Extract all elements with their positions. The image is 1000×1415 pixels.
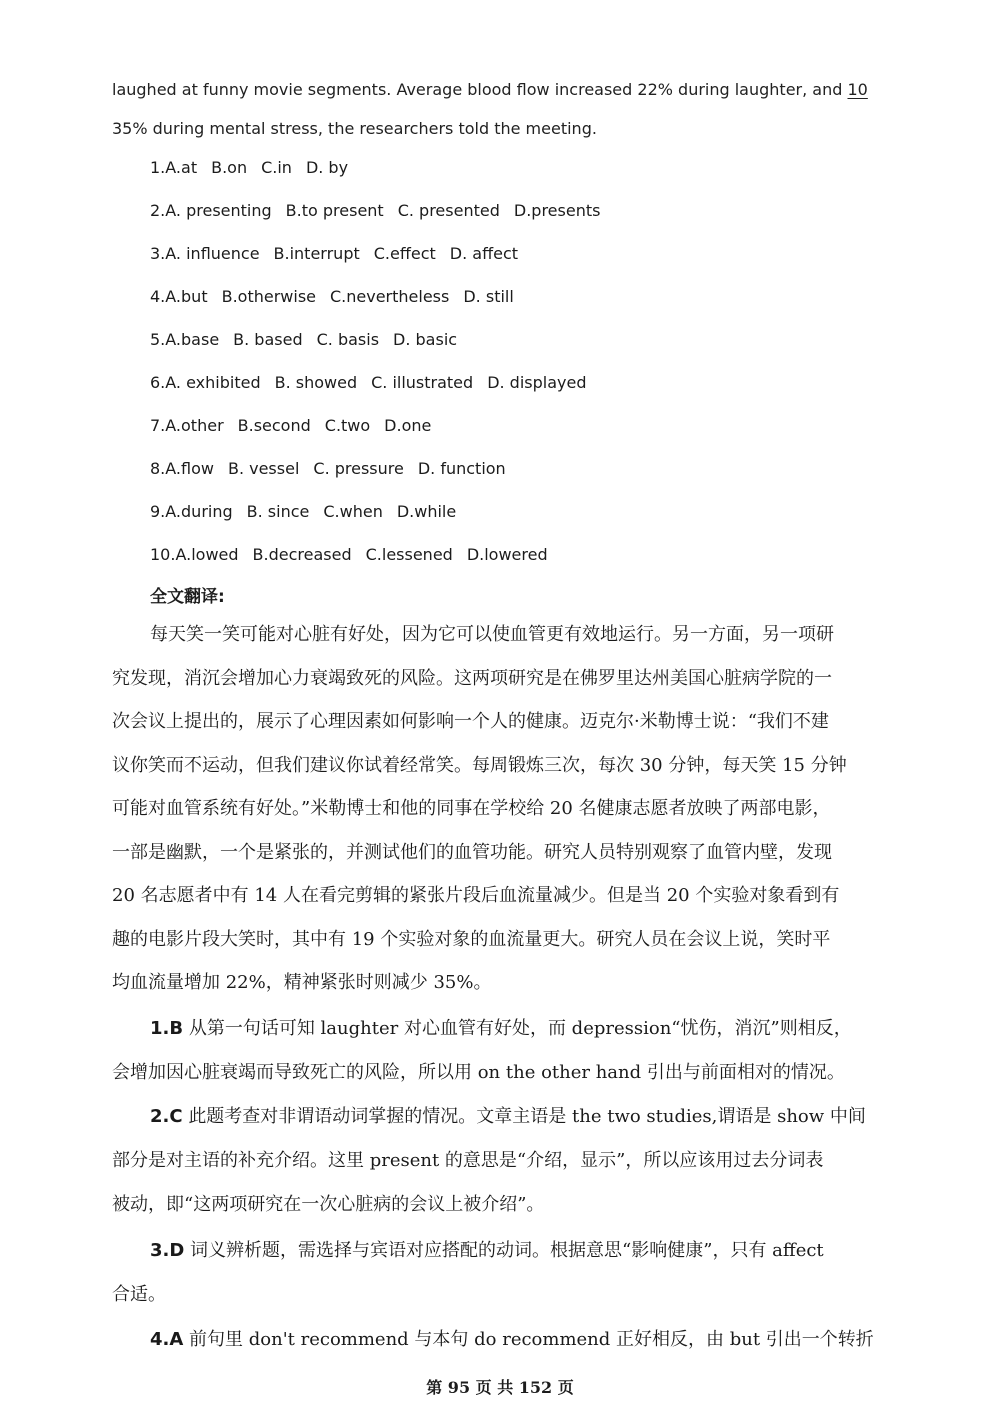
question-option: D. displayed <box>487 373 587 392</box>
explanation-text: 被动，即“这两项研究在一次心脏病的会议上被介绍”。 <box>112 1194 545 1215</box>
question-number: 2. <box>150 201 166 220</box>
question-option: A. presenting <box>165 201 272 220</box>
explanation-text: 词义辨析题，需选择与宾语对应搭配的动词。根据意思“影响健康”，只有 affect <box>190 1240 824 1261</box>
translation-line: 一部是幽默，一个是紧张的，并测试他们的血管功能。研究人员特别观察了血管内壁，发现 <box>112 842 832 863</box>
question-option: C. pressure <box>313 459 404 478</box>
translation-line: 议你笑而不运动，但我们建议你试着经常笑。每周锻炼三次，每次 30 分钟，每天笑 15 分钟 <box>112 755 847 776</box>
question-number: 8. <box>150 459 166 478</box>
question-row <box>150 244 532 263</box>
question-option: B. vessel <box>227 459 300 478</box>
question-option: A.at <box>165 158 198 177</box>
blank-10: 10 <box>847 80 868 99</box>
translation-line: 可能对血管系统有好处。”米勒博士和他的同事在学校给 20 名健康志愿者放映了两部电影， <box>112 798 831 819</box>
question-number: 10. <box>150 545 176 564</box>
question-row <box>150 287 528 306</box>
question-option: D. by <box>305 158 349 177</box>
explanation-line <box>150 1102 866 1128</box>
question-option: B.otherwise <box>221 287 316 306</box>
question-row <box>150 158 362 177</box>
question-row <box>150 545 562 564</box>
explanation-line <box>150 1236 824 1262</box>
question-number: 1. <box>150 158 166 177</box>
question-row <box>150 201 614 220</box>
question-option: B.interrupt <box>273 244 360 263</box>
question-option: A.during <box>165 502 233 521</box>
question-row <box>150 330 471 349</box>
explanation-line <box>112 1280 166 1306</box>
translation-line: 20 名志愿者中有 14 人在看完剪辑的紧张片段后血流量减少。但是当 20 个实验对象看到有 <box>112 885 840 906</box>
question-number: 7. <box>150 416 166 435</box>
question-option: A.but <box>165 287 208 306</box>
question-option: C. illustrated <box>371 373 474 392</box>
question-option: B.decreased <box>252 545 352 564</box>
translation-line: 均血流量增加 22%，精神紧张时则减少 35%。 <box>112 972 492 993</box>
question-option: C.lessened <box>365 545 453 564</box>
passage-line-2: 35% during mental stress, the researchers told the meeting. <box>112 119 597 138</box>
question-option: C.in <box>261 158 292 177</box>
question-option: B.to present <box>285 201 384 220</box>
question-option: B. based <box>233 330 303 349</box>
passage-line-1 <box>112 80 868 99</box>
explanation-text: 从第一句话可知 laughter 对心血管有好处，而 depression“忧伤，消沉”则相反， <box>188 1018 852 1039</box>
question-option: D. still <box>463 287 514 306</box>
translation-line: 趣的电影片段大笑时，其中有 19 个实验对象的血流量更大。研究人员在会议上说，笑时平 <box>112 929 831 950</box>
question-option: B. since <box>246 502 310 521</box>
explanation-text: 部分是对主语的补充介绍。这里 present 的意思是“介绍，显示”，所以应该用过去分词表 <box>112 1150 824 1171</box>
question-option: B.on <box>211 158 248 177</box>
explanation-label: 4.A <box>150 1329 184 1350</box>
explanation-label: 3.D <box>150 1240 185 1261</box>
question-option: B.second <box>237 416 311 435</box>
explanation-text: 合适。 <box>112 1284 166 1305</box>
question-option: C.effect <box>373 244 436 263</box>
question-option: A. influence <box>165 244 260 263</box>
explanation-text: 前句里 don't recommend 与本句 do recommend 正好相反，由 but 引出一个转折 <box>189 1329 874 1350</box>
question-number: 6. <box>150 373 166 392</box>
question-number: 9. <box>150 502 166 521</box>
page-number: 第 95 页 共 152 页 <box>426 1378 574 1397</box>
explanation-text: 会增加因心脏衰竭而导致死亡的风险，所以用 on the other hand 引出与前面相对的情况。 <box>112 1062 845 1083</box>
question-row <box>150 416 445 435</box>
question-option: D. function <box>417 459 506 478</box>
question-option: A.other <box>165 416 224 435</box>
explanation-line <box>112 1190 544 1216</box>
question-option: A. exhibited <box>165 373 261 392</box>
question-option: C.two <box>324 416 371 435</box>
question-option: C.nevertheless <box>330 287 450 306</box>
question-option: A.base <box>165 330 220 349</box>
question-option: D.lowered <box>466 545 548 564</box>
question-row <box>150 373 601 392</box>
explanation-line <box>150 1014 852 1040</box>
question-option: C. basis <box>316 330 380 349</box>
question-row <box>150 459 520 478</box>
explanation-text: 此题考查对非谓语动词掌握的情况。文章主语是 the two studies,谓语是 show 中间 <box>188 1106 866 1127</box>
passage-line-1-text: laughed at funny movie segments. Average blood flow increased 22% during laughter, and <box>112 80 848 99</box>
translation-line: 究发现，消沉会增加心力衰竭致死的风险。这两项研究是在佛罗里达州美国心脏病学院的一 <box>112 668 832 689</box>
question-option: A.lowed <box>175 545 239 564</box>
translation-heading: 全文翻译: <box>150 587 225 607</box>
explanation-line <box>112 1146 823 1172</box>
explanation-line <box>150 1325 874 1351</box>
explanation-line <box>112 1058 845 1084</box>
question-number: 4. <box>150 287 166 306</box>
translation-line: 次会议上提出的，展示了心理因素如何影响一个人的健康。迈克尔·米勒博士说：“我们不建 <box>112 711 829 732</box>
question-number: 5. <box>150 330 166 349</box>
question-option: D.presents <box>513 201 601 220</box>
explanation-label: 1.B <box>150 1018 184 1039</box>
question-option: D.while <box>396 502 457 521</box>
question-option: C. presented <box>397 201 500 220</box>
explanation-label: 2.C <box>150 1106 183 1127</box>
question-row <box>150 502 470 521</box>
question-option: D.one <box>384 416 432 435</box>
translation-line: 每天笑一笑可能对心脏有好处，因为它可以使血管更有效地运行。另一方面，另一项研 <box>150 624 834 645</box>
question-option: D. basic <box>393 330 458 349</box>
question-option: C.when <box>323 502 383 521</box>
question-option: B. showed <box>274 373 358 392</box>
question-option: A.flow <box>165 459 214 478</box>
question-number: 3. <box>150 244 166 263</box>
question-option: D. affect <box>449 244 519 263</box>
